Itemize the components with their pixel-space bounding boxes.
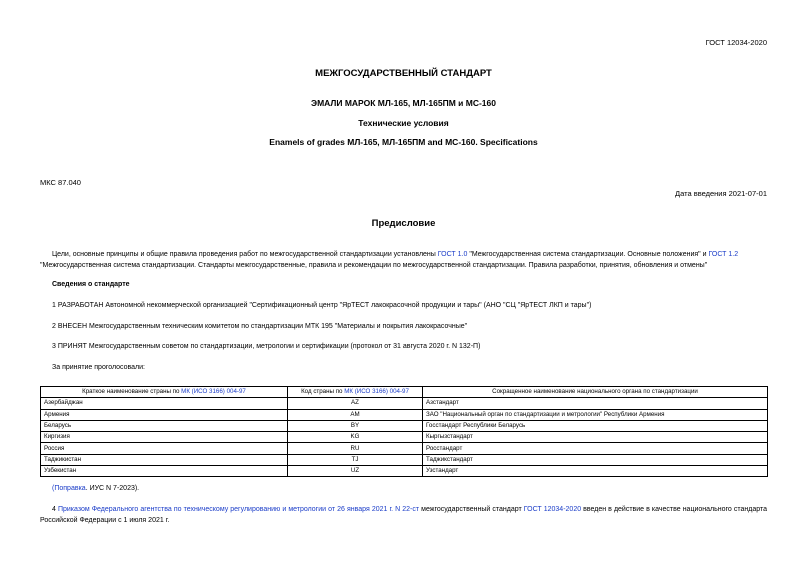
foreword-paragraph	[40, 249, 767, 271]
voting-countries-table	[40, 386, 768, 477]
country-cell: Таджикистан	[41, 454, 288, 465]
standard-subtitle: Технические условия	[358, 118, 449, 128]
rosstandart-order-link[interactable]: Приказом Федерального агентства по техническому регулированию и метрологии от 26 января 2021 г. N 22-ст	[57, 506, 420, 513]
header-country-name	[41, 387, 288, 398]
gost-1-2-link[interactable]: ГОСТ 1.2	[708, 251, 739, 258]
foreword-heading: Предисловие	[371, 218, 436, 229]
country-cell: Беларусь	[41, 420, 288, 431]
standards-body-cell: ЗАО "Национальный орган по стандартизации и метрологии" Республики Армения	[423, 409, 768, 420]
table-row	[41, 420, 768, 431]
foreword-text-part: "Межгосударственная система стандартизации. Основные положения" и	[467, 251, 709, 258]
mks-code: МКС 87.040	[40, 178, 81, 187]
amendment-open-paren: (	[52, 485, 55, 492]
standard-info-heading: Сведения о стандарте	[52, 281, 130, 288]
amendment-link[interactable]: Поправка	[54, 485, 86, 492]
voted-label: За принятие проголосовали:	[52, 364, 145, 371]
table-header-row	[41, 387, 768, 398]
country-cell: Армения	[41, 409, 288, 420]
table-row	[41, 398, 768, 409]
header-text: Краткое наименование страны по	[82, 388, 182, 396]
item-4-text: межгосударственный стандарт	[419, 506, 524, 513]
standard-type: МЕЖГОСУДАРСТВЕННЫЙ СТАНДАРТ	[315, 68, 492, 79]
item-4-enacted	[40, 504, 767, 526]
gost-1-0-link[interactable]: ГОСТ 1.0	[437, 251, 468, 258]
header-text: Код страны по	[301, 388, 345, 396]
code-cell: AZ	[288, 398, 423, 409]
table-row	[41, 443, 768, 454]
country-cell: Узбекистан	[41, 466, 288, 477]
introduction-date: Дата введения 2021-07-01	[675, 189, 767, 198]
standards-body-cell: Узстандарт	[423, 466, 768, 477]
code-cell: KG	[288, 432, 423, 443]
standards-body-cell: Росстандарт	[423, 443, 768, 454]
mk-iso-3166-link[interactable]: МК (ИСО 3166) 004-97	[344, 388, 409, 396]
item-2-submitted: 2 ВНЕСЕН Межгосударственным техническим комитетом по стандартизации МТК 195 "Материалы и покрытия лакокрасочные"	[52, 323, 468, 330]
standards-body-cell: Кыргызстандарт	[423, 432, 768, 443]
table-row	[41, 432, 768, 443]
country-cell: Киргизия	[41, 432, 288, 443]
header-country-code	[288, 387, 423, 398]
table-row	[41, 466, 768, 477]
standards-body-cell: Азстандарт	[423, 398, 768, 409]
code-cell: TJ	[288, 454, 423, 465]
mk-iso-3166-link[interactable]: МК (ИСО 3166) 004-97	[181, 388, 246, 396]
item-4-number: 4	[52, 506, 58, 513]
item-4-text: введен в действие в качестве национального стандарта Российской Федерации с 1 июля 2021 г.	[40, 506, 767, 524]
item-3-adopted: 3 ПРИНЯТ Межгосударственным советом по стандартизации, метрологии и сертификации (протокол от 31 августа 2020 г. N 132-П)	[52, 343, 481, 350]
country-cell: Россия	[41, 443, 288, 454]
standard-title-english: Enamels of grades МЛ-165, МЛ-165ПМ and МС-160. Specifications	[269, 137, 538, 147]
standards-body-cell: Таджикстандарт	[423, 454, 768, 465]
code-cell: UZ	[288, 466, 423, 477]
code-cell: BY	[288, 420, 423, 431]
foreword-text-part: Цели, основные принципы и общие правила проведения работ по межгосударственной стандартизации установлены	[52, 251, 438, 258]
document-code: ГОСТ 12034-2020	[705, 38, 767, 47]
item-1-developed: 1 РАЗРАБОТАН Автономной некоммерческой организацией "Сертификационный центр "ЯрТЕСТ лакокрасочной продукции и тары" (АНО "СЦ "ЯрТЕСТ ЛКП и тары")	[52, 302, 592, 309]
table-row	[41, 409, 768, 420]
code-cell: AM	[288, 409, 423, 420]
amendment-text: . ИУС N 7-2023).	[85, 485, 140, 492]
country-cell: Азербайджан	[41, 398, 288, 409]
code-cell: RU	[288, 443, 423, 454]
standards-body-cell: Госстандарт Республики Беларусь	[423, 420, 768, 431]
standard-title: ЭМАЛИ МАРОК МЛ-165, МЛ-165ПМ и МС-160	[311, 98, 496, 108]
amendment-note	[40, 483, 767, 494]
table-row	[41, 454, 768, 465]
header-standards-body: Сокращенное наименование национального органа по стандартизации	[423, 387, 768, 398]
gost-12034-2020-link[interactable]: ГОСТ 12034-2020	[523, 506, 582, 513]
foreword-text-part: "Межгосударственная система стандартизации. Стандарты межгосударственные, правила и рекомендации по межгосударственной стандартизации. Правила разработки, принятия, обновления и отмены"	[40, 262, 708, 269]
